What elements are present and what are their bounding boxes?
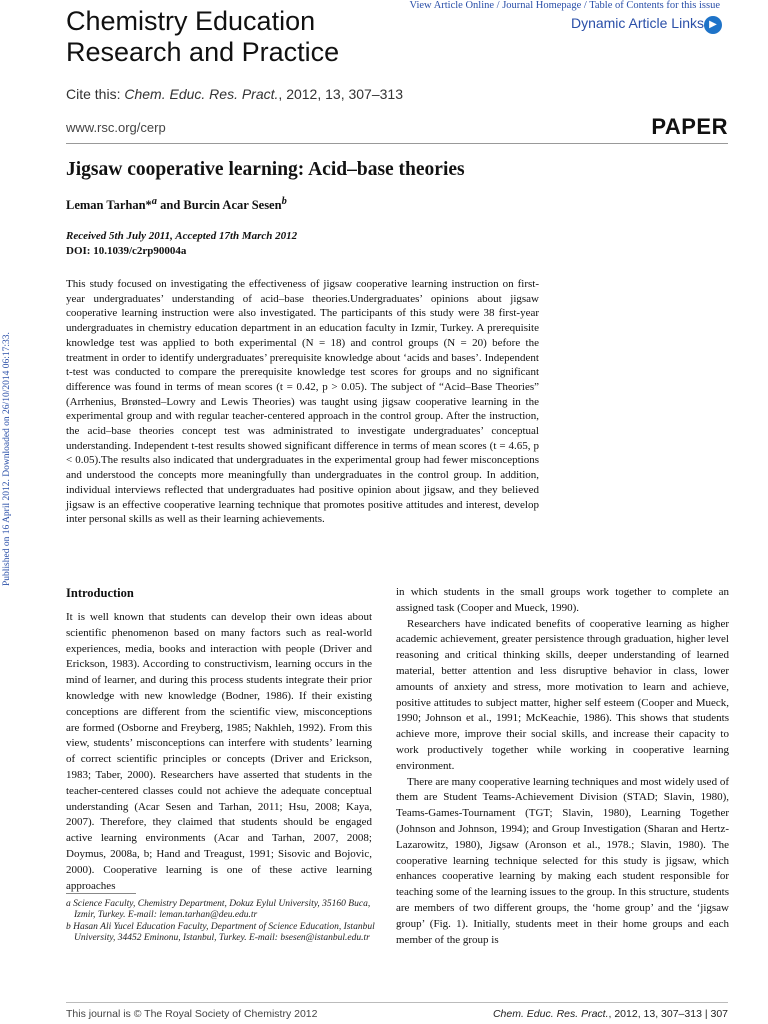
header-divider [66, 143, 728, 144]
journal-title-line1: Chemistry Education [66, 6, 316, 36]
intro-paragraph-2: Researchers have indicated benefits of cooperative learning as higher academic achievement, greater persistence through graduation, higher level reasoning and critical thinking skills, deeper understanding of learned material, better attention and less disruptive behavior in class, lower amounts of anxiety and stress, more motivation to learn and achieve, positive attitudes to subject matter, higher self esteem (Cooper and Mueck, 1990; Johnson et al., 1991; McKeachie, 1986). This shows that students achieve more, improve their social skills, and increase their capacity to work productively together while working in cooperative learning environment. [396, 617, 729, 772]
article-authors: Leman Tarhan*$^a$ and Burcin Acar Sesen$^b$ [66, 196, 287, 213]
footnotes [66, 899, 376, 945]
left-column [66, 610, 372, 894]
paper-label: PAPER [651, 114, 728, 139]
intro-paragraph-continued: in which students in the small groups work together to complete an assigned task (Cooper and Mueck, 1990). [396, 586, 729, 614]
article-title: Jigsaw cooperative learning: Acid–base theories [66, 159, 465, 180]
download-stamp-text: Published on 16 April 2012. Downloaded on 26/10/2014 06:17:33. [2, 332, 12, 586]
abstract: This study focused on investigating the effectiveness of jigsaw cooperative learning instruction on first-year undergraduates’ understanding of acid–base theories.Undergraduates’ opinions about jigsaw cooperative learning instruction were also investigated. The participants of this study were 38 first-year undergraduates in chemistry education department in an education faculty in Izmir, Turkey. A prerequisite knowledge test was applied to both experimental (N = 18) and control groups (N = 20) before the treatment in order to identify undergraduates’ prerequisite knowledge about ‘acids and bases’. Independent t-test was conducted to compare the prerequisite knowledge test scores for groups and no significant difference was found in terms of mean scores (t = 0.42, p > 0.05). The subject of “Acid–Base Theories” (Arrhenius, Brønsted–Lowry and Lewis Theories) was taught using jigsaw cooperative learning in the experimental group and with regular teacher-centered approach in the control group. After the instruction, the acid–base theories concept test was administrated to investigate undergraduates’ conceptual understanding. Independent t-test results showed significant difference in terms of mean scores (t = 4.65, p < 0.05).The results also indicated that undergraduates in the experimental group had fewer misconceptions and understood the concepts more meaningfully than undergraduates in the control group. In addition, individual interviews reflected that undergraduates had positive opinion about jigsaw, and they believed jigsaw is an effective cooperative learning technique that promotes positive attitudes and interest, develop inter personal skills as well as their learning achievements. [66, 278, 539, 526]
section-heading-introduction: Introduction [66, 586, 134, 600]
top-links[interactable]: View Article Online / Journal Homepage / Table of Contents for this issue [409, 0, 720, 11]
footer-pages: , 2012, 13, 307–313 | 307 [608, 1008, 728, 1020]
cite-journal: Chem. Educ. Res. Pract. [124, 86, 279, 102]
dynamic-article-links[interactable]: Dynamic Article Links [570, 15, 704, 31]
footnote-b: b Hasan Ali Yucel Education Faculty, Department of Science Education, Istanbul University, 34452 Eminonu, Istanbul, Turkey. E-mail: bsesen@istanbul.edu.tr [66, 921, 375, 944]
intro-paragraph-1: It is well known that students can develop their own ideas about scientific phenomenon based on many factors such as real-world experiences, media, books and interaction with people (Driver and Erickson, 1983). According to constructivism, learning occurs in the mind of learner, and during this process students integrate their prior knowledge with new knowledge (Bodner, 1986). If their existing conceptions are different from the scientific view, misconceptions are formed (Osborne and Freyberg, 1985; Nakhleh, 1992). From this view, students’ misconceptions can interfere with students’ learning of correct scientific principles or concepts (Driver and Erickson, 1983; Taber, 2000). Researchers have asserted that students in the teacher-centered classes could not achieve the adequate conceptual understanding (Acar Sesen and Tarhan, 2011; Hsu, 2008; Kaya, 2007). Therefore, they claimed that students should be engaged active learning environments (Acar and Tarhan, 2007, 2008; Doymus, 2008a, b; Hand and Treagust, 1991; Sisovic and Bojovic, 2000). Cooperative learning is one of these active learning approaches [66, 611, 372, 892]
cite-prefix: Cite this: [66, 86, 125, 102]
footer-citation [493, 1008, 728, 1020]
download-stamp [2, 296, 14, 586]
right-column [396, 585, 729, 948]
journal-url[interactable]: www.rsc.org/cerp [66, 120, 166, 135]
journal-title [66, 6, 339, 68]
play-arrow-icon[interactable]: ▶ [704, 16, 722, 34]
received-dates: Received 5th July 2011, Accepted 17th March 2012 [66, 230, 298, 242]
journal-title-line2: Research and Practice [66, 37, 340, 67]
footer-divider [66, 1002, 728, 1003]
citation [66, 86, 403, 102]
footer-journal: Chem. Educ. Res. Pract. [492, 1008, 609, 1020]
footer-copyright: This journal is © The Royal Society of Chemistry 2012 [66, 1008, 318, 1020]
footnote-a: a Science Faculty, Chemistry Department, Dokuz Eylul University, 35160 Buca, Izmir, Turkey. E-mail: leman.tarhan@deu.edu.tr [66, 899, 371, 921]
doi[interactable]: DOI: 10.1039/c2rp90004a [66, 245, 187, 257]
intro-paragraph-3: There are many cooperative learning techniques and most widely used of them are Student Teams-Achievement Division (STAD; Slavin, 1980), Teams-Games-Tournament (TGT; Slavin, 1980), Learning Together (Johnson and Johnson, 1994); and Group Investigation (Sharan and Hertz-Lazarowitz, 1980), Jigsaw (Aronson et al., 1978.; Slavin, 1980). The cooperative learning technique selected for this study is jigsaw, which enhances cooperative learning by making each student responsible for teaching some of the learning issues to the group. In this structure, students are members of two different groups, the ‘home group’ and the ‘jigsaw group’ (Fig. 1). Initially, students meet in their home groups and each member of the group is [396, 775, 729, 946]
footnote-divider [66, 893, 136, 894]
cite-rest: , 2012, 13, 307–313 [278, 86, 403, 102]
